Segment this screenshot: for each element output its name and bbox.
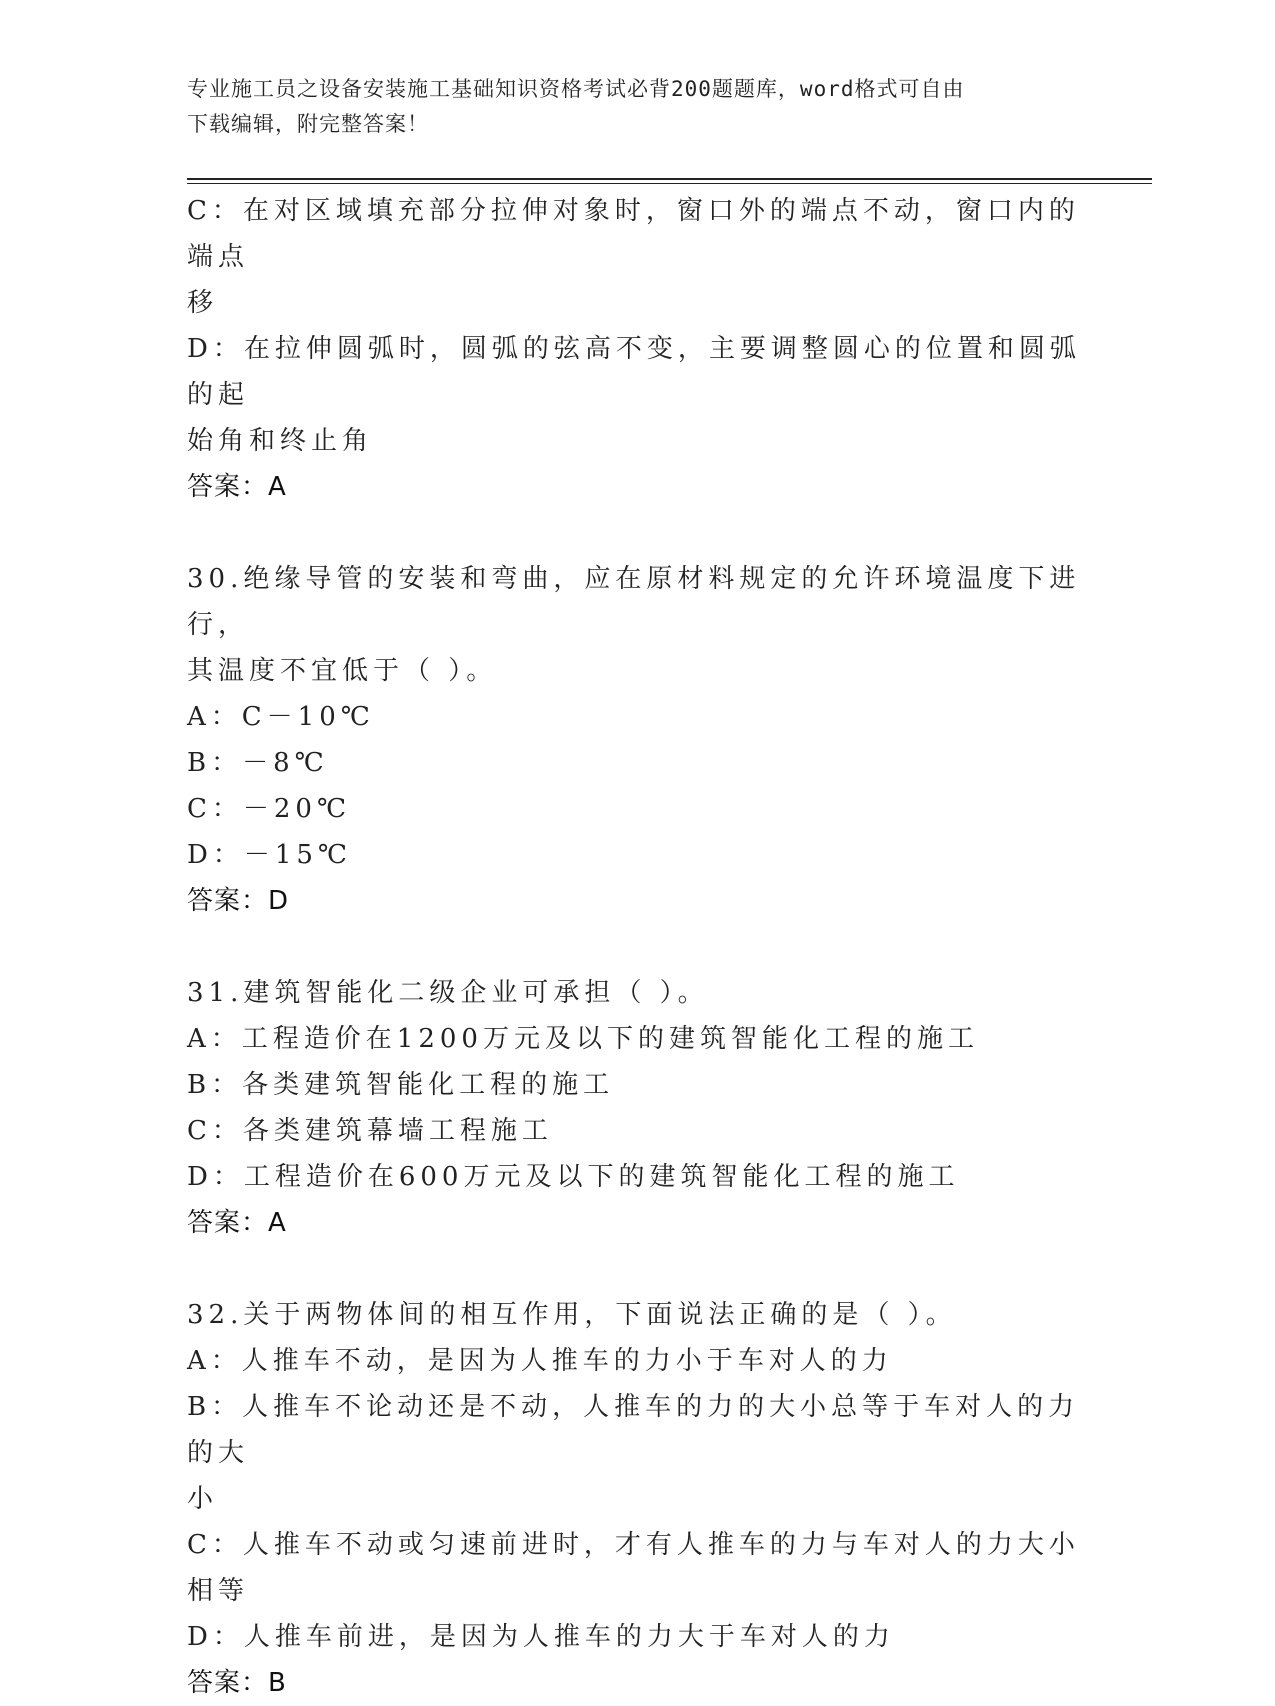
question-stem-line-1: 30.绝缘导管的安装和弯曲，应在原材料规定的允许环境温度下进行， bbox=[187, 564, 1081, 640]
question-stem-line-2: 其温度不宜低于（ ）。 bbox=[187, 656, 498, 686]
question-31 bbox=[187, 970, 1087, 1246]
option-b: B：－8℃ bbox=[187, 748, 329, 778]
spacer bbox=[187, 510, 1087, 556]
option-c: C：人推车不动或匀速前进时，才有人推车的力与车对人的力大小相等 bbox=[187, 1530, 1080, 1606]
option-b-line-1: B：人推车不论动还是不动，人推车的力的大小总等于车对人的力的大 bbox=[187, 1392, 1080, 1468]
option-b-line-2: 小 bbox=[187, 1484, 219, 1514]
answer-30: 答案：D bbox=[187, 886, 290, 916]
header-title-line-1: 专业施工员之设备安装施工基础知识资格考试必背200题题库，word格式可自由 bbox=[187, 77, 965, 101]
answer-29: 答案：A bbox=[187, 472, 287, 502]
header-title-line-2: 下载编辑，附完整答案！ bbox=[187, 112, 429, 136]
option-b: B：各类建筑智能化工程的施工 bbox=[187, 1070, 615, 1100]
spacer bbox=[187, 1246, 1087, 1292]
question-stem-line-1: 31.建筑智能化二级企业可承担（ ）。 bbox=[187, 978, 709, 1008]
option-d-line-1: D：在拉伸圆弧时，圆弧的弦高不变，主要调整圆心的位置和圆弧的起 bbox=[187, 334, 1081, 410]
option-c-line-2: 移 bbox=[187, 288, 219, 318]
option-d: D：人推车前进，是因为人推车的力大于车对人的力 bbox=[187, 1622, 895, 1652]
option-d: D：－15℃ bbox=[187, 840, 353, 870]
question-30 bbox=[187, 556, 1087, 924]
question-29-continued bbox=[187, 188, 1087, 510]
spacer bbox=[187, 924, 1087, 970]
option-d-line-2: 始角和终止角 bbox=[187, 426, 374, 456]
question-stem-line-1: 32.关于两物体间的相互作用，下面说法正确的是（ ）。 bbox=[187, 1300, 957, 1330]
option-a: A：工程造价在1200万元及以下的建筑智能化工程的施工 bbox=[187, 1024, 979, 1054]
option-c: C：各类建筑幕墙工程施工 bbox=[187, 1116, 553, 1146]
answer-32: 答案：B bbox=[187, 1668, 287, 1698]
document-header bbox=[187, 72, 1067, 142]
header-divider-thick bbox=[187, 178, 1152, 180]
option-c-line-1: C：在对区域填充部分拉伸对象时，窗口外的端点不动，窗口内的端点 bbox=[187, 196, 1080, 272]
question-32 bbox=[187, 1292, 1087, 1706]
option-a: A：C－10℃ bbox=[187, 702, 375, 732]
option-d: D：工程造价在600万元及以下的建筑智能化工程的施工 bbox=[187, 1162, 960, 1192]
document-body bbox=[187, 188, 1087, 1706]
header-divider-thin bbox=[187, 183, 1152, 184]
option-c: C：－20℃ bbox=[187, 794, 352, 824]
option-a: A：人推车不动，是因为人推车的力小于车对人的力 bbox=[187, 1346, 893, 1376]
answer-31: 答案：A bbox=[187, 1208, 287, 1238]
